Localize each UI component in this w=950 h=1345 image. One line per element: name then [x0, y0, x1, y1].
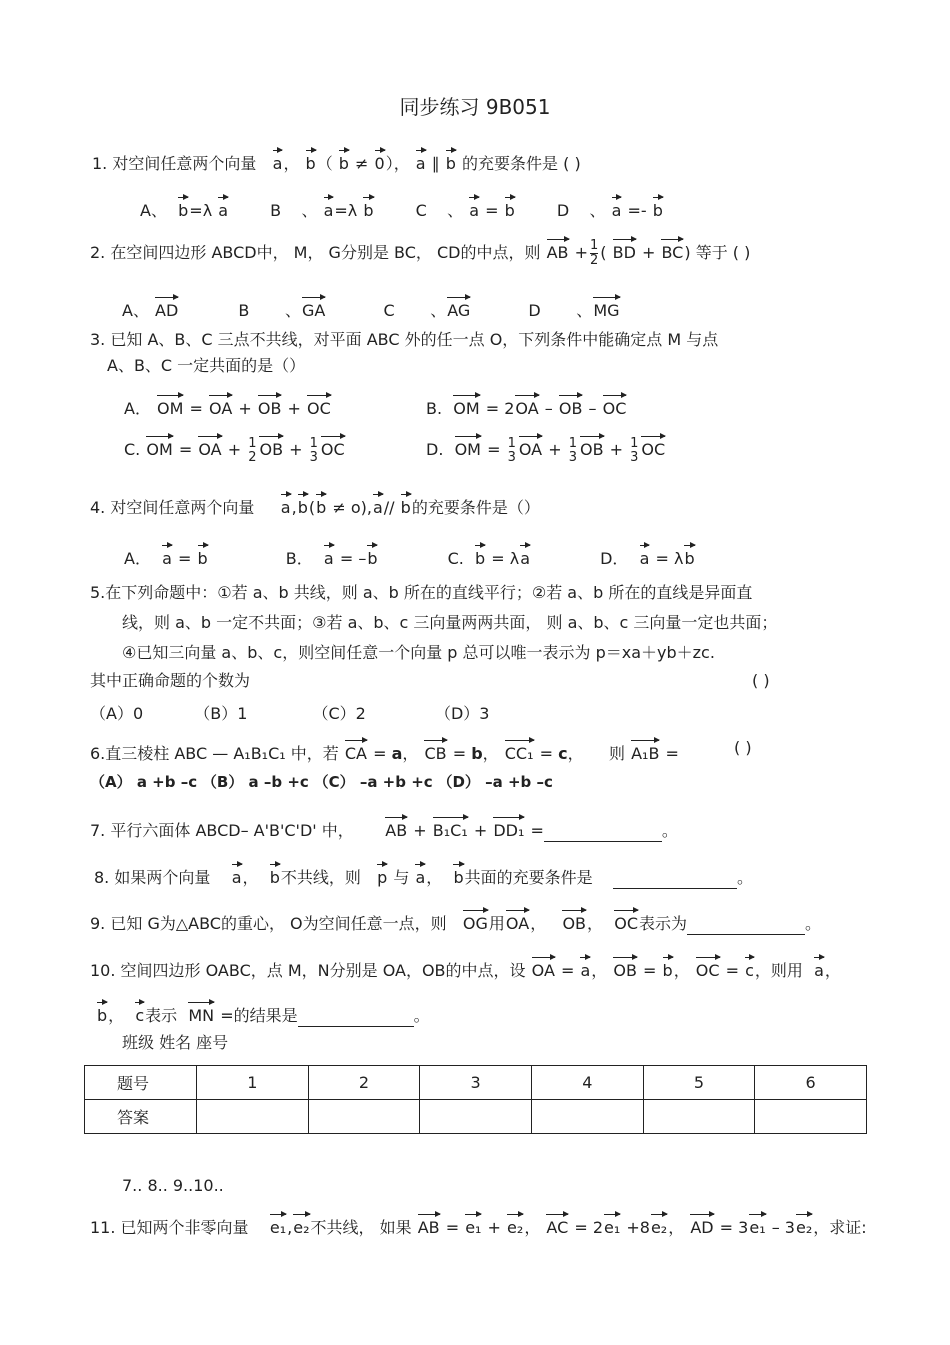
question-6-options: （A） a +b –c （B） a –b +c （C） –a +b +c （D） –a +b –c — [90, 773, 553, 791]
table-cell: 2 — [308, 1066, 420, 1100]
vector-a: a — [273, 147, 283, 175]
vector-b: b — [306, 147, 316, 175]
question-3-stem: 3. 已知 A、B、C 三点不共线，对平面 ABC 外的任一点 O，下列条件中能确定点 M 与点 — [90, 330, 719, 349]
answer-blank[interactable] — [613, 870, 737, 889]
student-info-line: 班级 姓名 座号 — [122, 1033, 229, 1052]
question-3-option-a: A． OM = OA + OB + OC — [124, 392, 332, 420]
table-cell: 6 — [755, 1066, 867, 1100]
question-11-stem: 11. 已知两个非零向量 e₁,e₂不共线， 如果 AB = e₁ + e₂， AC = 2e₁ +8e₂， AD = 3e₁ – 3e₂，求证: — [90, 1211, 867, 1239]
question-1-options: A、 b=λ a B 、 a=λ b C 、 a = b D 、 a =- b — [140, 194, 664, 222]
question-2-options: A、 AD B 、GA C 、AG D 、MG — [122, 294, 621, 322]
question-5-line-1: 5.在下列命题中：①若 a、b 共线，则 a、b 所在的直线平行；②若 a、b 所在的直线是异面直 — [90, 583, 753, 602]
question-2-stem: 2. 在空间四边形 ABCD中， M， G分别是 BC， CD的中点，则 AB + $\frac{1}{2}$ ( BD + BC) 等于 ( ) — [90, 238, 751, 268]
table-cell: 4 — [531, 1066, 643, 1100]
question-4-options: A． a = b B． a = –b C. b = λa D． a = λb — [124, 542, 696, 570]
question-5-options: （A）0 （B）1 （C）2 （D）3 — [90, 704, 490, 723]
table-header-cell: 题号 — [85, 1066, 197, 1100]
fill-in-line: 7.. 8.. 9..10.. — [122, 1176, 224, 1195]
table-cell: 1 — [197, 1066, 309, 1100]
question-5-line-2: 线，则 a、b 一定不共面；③若 a、b、c 三向量两两共面， 则 a、b、c 三向量一定也共面； — [122, 613, 778, 632]
question-3-option-b: B. OM = 2OA – OB – OC — [426, 392, 627, 420]
table-row — [85, 1066, 867, 1100]
answer-cell[interactable] — [755, 1100, 867, 1134]
question-3-option-c: C. OM = OA + 1 2 OB + 1 3 OC — [124, 433, 346, 465]
answer-blank[interactable] — [544, 823, 662, 842]
answer-cell[interactable] — [643, 1100, 755, 1134]
answer-cell[interactable] — [197, 1100, 309, 1134]
question-6-paren: ( ) — [734, 738, 752, 757]
question-1-stem: 1. 对空间任意两个向量 a， b（ b ≠ 0）， a ∥ b 的充要条件是 ( ) — [92, 147, 581, 175]
question-6-stem: 6.直三棱柱 ABC — A₁B₁C₁ 中，若 CA = a， CB = b， CC₁ = c， 则 A₁B = — [90, 737, 679, 765]
answer-table — [84, 1065, 867, 1134]
question-7-stem: 7. 平行六面体 ABCD– A'B'C'D' 中， AB + B₁C₁ + DD₁ = 。 — [90, 814, 678, 842]
question-5-line-3: ④已知三向量 a、b、c，则空间任意一个向量 p 总可以唯一表示为 p＝xa＋yb＋zc. — [122, 643, 715, 662]
answer-cell[interactable] — [420, 1100, 532, 1134]
answer-blank[interactable] — [687, 916, 805, 935]
question-5-line-4: 其中正确命题的个数为 — [90, 671, 251, 690]
question-4-stem: 4. 对空间任意两个向量 a,b(b ≠ o),a// b的充要条件是（） — [90, 491, 540, 519]
question-3-stem-2: A、B、C 一定共面的是（） — [107, 356, 306, 375]
answer-blank[interactable] — [298, 1008, 414, 1027]
answer-cell[interactable] — [308, 1100, 420, 1134]
question-3-option-d: D. OM = 1 3 OA + 1 3 OB + 1 3 OC — [426, 433, 666, 465]
table-header-cell: 答案 — [85, 1100, 197, 1134]
question-10-stem-2: b， c表示 MN =的结果是 。 — [96, 999, 430, 1027]
table-row — [85, 1100, 867, 1134]
question-8-stem: 8. 如果两个向量 a， b不共线，则 p 与 a， b共面的充要条件是 。 — [94, 861, 753, 889]
answer-cell[interactable] — [531, 1100, 643, 1134]
question-5-paren: ( ) — [752, 671, 770, 690]
question-9-stem: 9. 已知 G为△ABC的重心， O为空间任意一点，则 OG用OA， OB， OC表示为 。 — [90, 907, 821, 935]
table-cell: 3 — [420, 1066, 532, 1100]
question-10-stem: 10. 空间四边形 OABC，点 M，N分别是 OA，OB的中点，设 OA = a， OB = b， OC = c，则用 a， — [90, 954, 841, 982]
table-cell: 5 — [643, 1066, 755, 1100]
page-title: 同步练习 9B051 — [399, 95, 551, 119]
